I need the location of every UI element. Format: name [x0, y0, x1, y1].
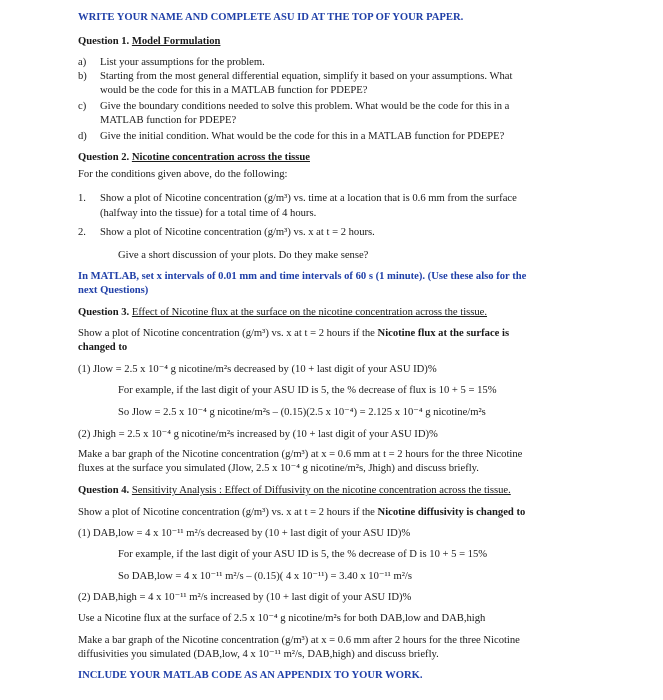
q3-bar-graph: Make a bar graph of the Nicotine concentration (g/m³) at x = 0.6 mm at t = 2 hours for the three Nicotine [78, 449, 523, 460]
q1-title: Question 1. Model Formulation [78, 36, 221, 47]
q4-bar-graph-cont: diffusivities you simulated (DAB,low, 4 x 10⁻¹¹ m²/s, DAB,high) and discuss briefly. [78, 649, 439, 660]
q3-example: For example, if the last digit of your ASU ID is 5, the % decrease of flux is 10 + 5 = 15% [118, 385, 497, 396]
q2-discussion: Give a short discussion of your plots. Do they make sense? [118, 250, 369, 261]
appendix-instruction: INCLUDE YOUR MATLAB CODE AS AN APPENDIX TO YOUR WORK. [78, 670, 423, 681]
q3-intro: Show a plot of Nicotine concentration (g/m³) vs. x at t = 2 hours if the Nicotine flux at the surface is [78, 328, 510, 339]
q4-flux-note: Use a Nicotine flux at the surface of 2.5 x 10⁻⁴ g nicotine/m²s for both DAB,low and DAB,high [78, 613, 486, 624]
q4-case-2: (2) DAB,high = 4 x 10⁻¹¹ m²/s increased by (10 + last digit of your ASU ID)% [78, 592, 412, 603]
q3-example-calc: So Jlow = 2.5 x 10⁻⁴ g nicotine/m²s – (0.15)(2.5 x 10⁻⁴) = 2.125 x 10⁻⁴ g nicotine/m²s [118, 407, 486, 418]
q2-item-1: 1. Show a plot of Nicotine concentration (g/m³) vs. time at a location that is 0.6 mm from the surface [78, 193, 517, 204]
q3-bar-graph-cont: fluxes at the surface you simulated (Jlow, 2.5 x 10⁻⁴ g nicotine/m²s, Jhigh) and discuss briefly. [78, 463, 479, 474]
q3-case-2: (2) Jhigh = 2.5 x 10⁻⁴ g nicotine/m²s increased by (10 + last digit of your ASU ID)% [78, 429, 438, 440]
q4-example-calc: So DAB,low = 4 x 10⁻¹¹ m²/s – (0.15)( 4 x 10⁻¹¹) = 3.40 x 10⁻¹¹ m²/s [118, 571, 412, 582]
q3-case-1: (1) Jlow = 2.5 x 10⁻⁴ g nicotine/m²s decreased by (10 + last digit of your ASU ID)% [78, 364, 437, 375]
q4-intro: Show a plot of Nicotine concentration (g/m³) vs. x at t = 2 hours if the Nicotine diffusivity is changed to [78, 507, 526, 518]
q1-item-c-cont: MATLAB function for PDEPE? [100, 115, 237, 126]
q4-example: For example, if the last digit of your ASU ID is 5, the % decrease of D is 10 + 5 = 15% [118, 549, 488, 560]
q2-item-1-cont: (halfway into the tissue) for a total time of 4 hours. [100, 208, 317, 219]
q4-bar-graph: Make a bar graph of the Nicotine concentration (g/m³) at x = 0.6 mm after 2 hours for the three Nicotine [78, 635, 520, 646]
header-instruction: WRITE YOUR NAME AND COMPLETE ASU ID AT THE TOP OF YOUR PAPER. [78, 12, 464, 23]
q1-item-d: d) Give the initial condition. What would be the code for this in a MATLAB function for PDEPE? [78, 131, 505, 142]
q4-case-1: (1) DAB,low = 4 x 10⁻¹¹ m²/s decreased by (10 + last digit of your ASU ID)% [78, 528, 411, 539]
q1-item-c: c) Give the boundary conditions needed to solve this problem. What would be the code for this in a [78, 101, 510, 112]
matlab-intervals-note: In MATLAB, set x intervals of 0.01 mm and time intervals of 60 s (1 minute). (Use these also for the [78, 271, 527, 282]
q2-intro: For the conditions given above, do the following: [78, 169, 288, 180]
matlab-intervals-note-cont: next Questions) [78, 285, 149, 296]
q3-title: Question 3. Effect of Nicotine flux at the surface on the nicotine concentration across the tissue. [78, 307, 488, 318]
q1-item-a: a) List your assumptions for the problem. [78, 57, 265, 68]
q2-item-2: 2. Show a plot of Nicotine concentration (g/m³) vs. x at t = 2 hours. [78, 227, 375, 238]
q2-title: Question 2. Nicotine concentration across the tissue [78, 152, 310, 163]
q3-intro-cont: changed to [78, 342, 128, 353]
q1-item-b-cont: would be the code for this in a MATLAB function for PDEPE? [100, 85, 368, 96]
q1-item-b: b) Starting from the most general differential equation, simplify it based on your assumptions. What [78, 71, 513, 82]
q4-title: Question 4. Sensitivity Analysis : Effect of Diffusivity on the nicotine concentration across the tissue. [78, 485, 511, 496]
